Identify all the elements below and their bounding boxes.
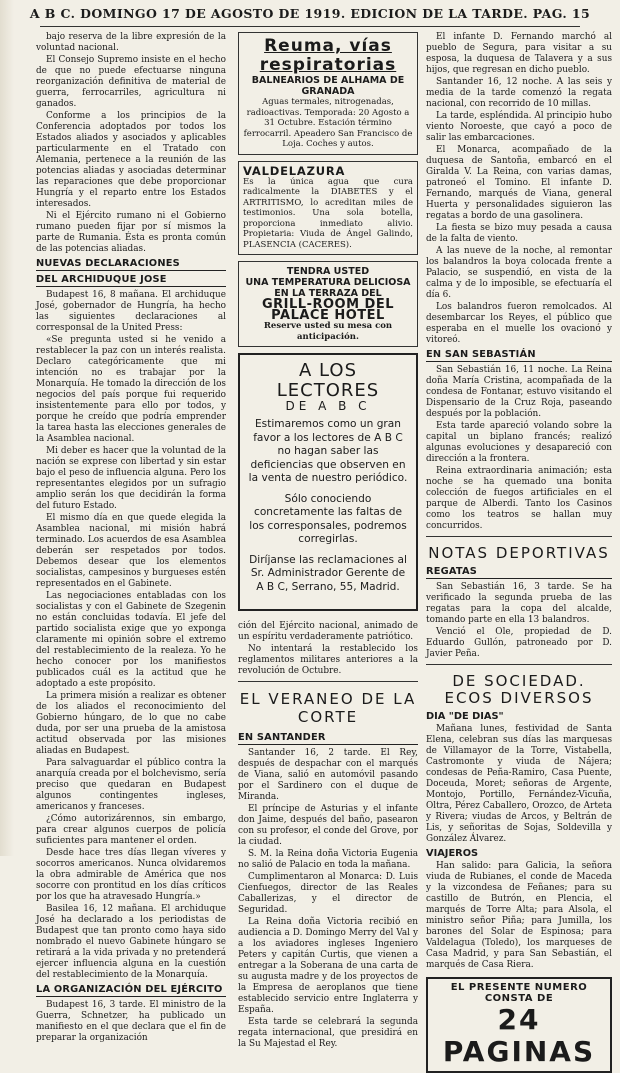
divider	[426, 536, 612, 537]
paragraph: Mi deber es hacer que la voluntad de la nación se exprese con libertad y sin estar bajo el peso de influencia alguna. Pero los representantes elegidos por un sufragio amplio serán los que decidirán la forma del futuro Estado.	[36, 446, 226, 511]
column-1	[36, 32, 226, 1045]
section-heading-regatas: REGATAS	[426, 566, 612, 579]
paragraph: Esta tarde apareció volando sobre la capital un biplano francés; realizó algunas evoluciones y desapareció con dirección a la frontera.	[426, 421, 612, 464]
paragraph: La primera misión a realizar es obtener de los aliados el reconocimiento del Gobierno húngaro, de lo que no cabe duda, por ser una prueba de la amistosa actitud observada por las misiones aliadas en Budapest.	[36, 691, 226, 756]
ad-grill-line3: EN LA TERRAZA DEL	[274, 288, 382, 299]
ad-grill-line1: TENDRA USTED	[286, 266, 370, 277]
paragraph: El Monarca, acompañado de la duquesa de Santoña, embarcó en el Giralda V. La Reina, con varias damas, patroneó el Tomino. El infante D. Fernando, marqués de Viana, general Huerta y personalidades siguieron las regatas a bordo de una gasolinera.	[426, 145, 612, 221]
paragraph: Conforme a los principios de la Conferencia adoptados por todos los Estados aliados y asociados y aplicables particularmente en el Tratado con Alemania, pertenece a la reunión de las potencias aliadas y asociadas determinar las reparaciones que debe proporcionar Hungría y el reparto entre los Estados interesados.	[36, 111, 226, 209]
paragraph: Budapest 16, 8 mañana. El archiduque José, gobernador de Hungría, ha hecho las siguientes declaraciones al corresponsal de la United Press:	[36, 290, 226, 333]
divider	[426, 664, 612, 665]
paragraph: Venció el Ole, propiedad de D. Eduardo Gullón, patroneado por D. Javier Peña.	[426, 627, 612, 659]
paragraph: Desde hace tres días llegan víveres y socorros americanos. Nunca olvidaremos la obra admirable de América que nos socorre con prontitud en los días críticos por los que ha atravesado Hungría.»	[36, 848, 226, 902]
paragraph: Basilea 16, 12 mañana. El archiduque José ha declarado a los periodistas de Budapest que tan pronto como haya sido nombrado el nuevo Gabinete húngaro se retirará a la vida privada y no pretenderá ejercer influencia alguna en la cuestión del restablecimiento de la Monarquía.	[36, 904, 226, 980]
paragraph: No intentará la restablecido los reglamentos militares anteriores a la revolución de Octubre.	[238, 644, 418, 676]
paragraph: Budapest 16, 3 tarde. El ministro de la Guerra, Schnetzer, ha publicado un manifiesto en el que declara que el fin de preparar la organización	[36, 1000, 226, 1043]
page-header: A B C. DOMINGO 17 DE AGOSTO DE 1919. EDICION DE LA TARDE. PAG. 15	[29, 6, 591, 21]
section-heading-sebastian: EN SAN SEBASTIÁN	[426, 349, 612, 362]
readers-notice-p3: Diríjanse las reclamaciones al Sr. Administrador Gerente de A B C, Serrano, 55, Madrid.	[249, 553, 407, 593]
section-heading-ejercito: LA ORGANIZACIÓN DEL EJÉRCITO	[36, 984, 226, 997]
paragraph: La fiesta se bizo muy pesada a causa de la falta de viento.	[426, 223, 612, 244]
paragraph: ción del Ejército nacional, animado de un espíritu verdaderamente patriótico.	[238, 621, 418, 642]
veraneo-title: EL VERANEO DE LA CORTE	[239, 690, 417, 726]
page-count-banner-number: 24 PAGINAS	[442, 1003, 596, 1068]
sociedad-title: DE SOCIEDAD. ECOS DIVERSOS	[444, 672, 594, 707]
section-heading-archiduque: DEL ARCHIDUQUE JOSE	[36, 274, 226, 287]
ad-reuma-headline: Reuma, vías respiratorias	[259, 36, 397, 75]
section-heading-dia: DIA "DE DIAS"	[426, 711, 504, 722]
paragraph: S. M. la Reina doña Victoria Eugenia no salió de Palacio en toda la mañana.	[238, 849, 418, 870]
page-fold-shadow	[0, 0, 14, 856]
ad-grill-line2: UNA TEMPERATURA DELICIOSA	[245, 277, 411, 288]
ad-grill-headline: GRILL-ROOM DEL PALACE HOTEL	[261, 297, 394, 323]
page-count-banner	[426, 977, 612, 1073]
paragraph: bajo reserva de la libre expresión de la voluntad nacional.	[36, 32, 226, 53]
header-rule	[40, 26, 580, 27]
deportivas-title: NOTAS DEPORTIVAS	[428, 544, 610, 562]
section-heading-viajeros: VIAJEROS	[426, 848, 479, 859]
section-heading-nuevas: NUEVAS DECLARACIONES	[36, 258, 226, 271]
paragraph: Los balandros fueron remolcados. Al desembarcar los Reyes, el público que esperaba en el muelle los ovacionó y vitoreó.	[426, 302, 612, 345]
readers-notice-p1: Estimaremos como un gran favor a los lectores de A B C no hagan saber las deficiencias que observen en la venta de nuestro periódico.	[248, 418, 408, 484]
ad-valdelazura	[238, 161, 418, 256]
ad-reuma-sub: BALNEARIOS DE ALHAMA DE GRANADA	[251, 75, 405, 97]
paragraph: El infante D. Fernando marchó al pueblo de Segura, para visitar a su esposa, la duquesa de Talavera y a sus hijos, que regresan en dicho pueblo.	[426, 32, 612, 75]
paragraph: La tarde, espléndida. Al principio hubo viento Noroeste, que cayó a poco de salir las embarcaciones.	[426, 111, 612, 143]
paragraph: El mismo día en que quede elegida la Asamblea nacional, mi misión habrá terminado. Los acuerdos de esa Asamblea deberán ser respetados por todos. Debemos desear que los elementos socialistas, campesinos y burgueses estén representados en el Gabinete.	[36, 513, 226, 589]
paragraph: ¿Cómo autorizárennos, sin embargo, para crear algunos cuerpos de policía suficientes para mantener el orden.	[36, 814, 226, 846]
paragraph: San Sebastián 16, 3 tarde. Se ha verificado la segunda prueba de las regatas para la copa del alcalde, tomando parte en ella 13 balandros.	[426, 582, 612, 625]
paragraph: El Consejo Supremo insiste en el hecho de que no puede efectuarse ninguna reorganización definitiva de material de guerra, ferrocarriles, agricultura ni ganados.	[36, 55, 226, 109]
column-3	[426, 32, 612, 1073]
readers-notice-title: A LOS LECTORES	[276, 360, 380, 401]
paragraph: Cumplimentaron al Monarca: D. Luis Cienfuegos, director de las Reales Caballerizas, y el director de Seguridad.	[238, 872, 418, 915]
divider	[238, 681, 418, 682]
paragraph: Santander 16, 2 tarde. El Rey, después de despachar con el marqués de Viana, salió en automóvil pasando por el Sardinero con el duque de Miranda.	[238, 748, 418, 802]
ad-reuma	[238, 32, 418, 155]
ad-grill-room	[238, 261, 418, 347]
paragraph: El príncipe de Asturias y el infante don Jaime, después del baño, pasearon con su profesor, el conde del Grove, por la ciudad.	[238, 804, 418, 847]
readers-notice-p2: Sólo conociendo concretamente las faltas de los corresponsales, podremos corregirlas.	[249, 492, 407, 545]
page-count-banner-label: EL PRESENTE NUMERO CONSTA DE	[450, 982, 588, 1004]
paragraph: «Se pregunta usted si he venido a restablecer la paz con un interés realista. Declaro categóricamente que mi intención no es trabajar por la Monarquía. He tomado la dirección de los negocios del país porque fui requerido insistentemente para ello por todos, y porque he creído que podría emprender la tarea hasta las elecciones generales de la Asamblea nacional.	[36, 335, 226, 444]
ad-reuma-text: Aguas termales, nitrogenadas, radioactivas. Temporada: 20 Agosto a 31 Octubre. Estación término ferrocarril. Apeadero San Francisco de Loja. Coches y autos.	[243, 97, 413, 149]
ad-valdelazura-headline: VALDELAZURA	[243, 163, 346, 178]
paragraph: A las nueve de la noche, al remontar los balandros la boya colocada frente a Palacio, se suspendió, en vista de la calma y de lo imposible, se efectuaría el día 6.	[426, 246, 612, 300]
paragraph: Esta tarde se celebrará la segunda regata internacional, que presidirá en la Su Majestad el Rey.	[238, 1017, 418, 1049]
paragraph: Santander 16, 12 noche. A las seis y media de la tarde comenzó la regata nacional, con recorrido de 10 millas.	[426, 77, 612, 109]
paragraph: San Sebastián 16, 11 noche. La Reina doña María Cristina, acompañada de la condesa de Fontanar, estuvo visitando el Dispensario de la Cruz Roja, paseando después por la población.	[426, 365, 612, 419]
paragraph: Las negociaciones entabladas con los socialistas y con el Gabinete de Szegenin no están concluidas todavía. El jefe del partido socialista exige que yo exponga claramente mi opinión sobre el extremo del restablecimiento de la realeza. Yo he hecho conocer por los manifiestos publicados cuál es la actitud que he adoptado a este propósito.	[36, 591, 226, 689]
section-heading-santander: EN SANTANDER	[238, 732, 418, 745]
paragraph: La Reina doña Victoria recibió en audiencia a D. Domingo Merry del Val y a los aviadores ingleses Ingeniero Peters y capitán Curtis, que vienen a entregar a la Soberana de una carta de su augusta madre y de los proyectos de la Empresa de aeroplanos que tiene establecido servicio entre Inglaterra y España.	[238, 917, 418, 1015]
paragraph: Ni el Ejército rumano ni el Gobierno rumano pueden fijar por sí mismos la parte de Rumania. Ésta es pronta común de las potencias aliadas.	[36, 211, 226, 254]
ad-grill-footer: Reserve usted su mesa con anticipación.	[263, 321, 393, 342]
ad-valdelazura-text: Es la única agua que cura radicalmente la DIABETES y el ARTRITISMO, lo acreditan miles de testimonios. Una sola botella, proporciona inmediato alivio. Propietaria: Viuda de Ángel Galindo, PLASENCIA (CACERES).	[243, 176, 413, 250]
paragraph: Han salido: para Galicia, la señora viuda de Rubianes, el conde de Maceda y la vizcondesa de Feñanes; para su castillo de Butrón, en Plencia, el marqués de Torre Alta; para Alsola, el ministro señor Piña; para Jumilla, los barones del Solar de Espinosa; para Valdelagua (Toledo), los marqueses de Casa Madrid, y para San Sebastián, el marqués de Casa Riera.	[426, 861, 612, 970]
paragraph: Mañana lunes, festividad de Santa Elena, celebran sus días las marquesas de Villamayor de la Torre, Vistabella, Castromonte y viuda de Nájera; condesas de Peña-Ramiro, Casa Puente, Doceuda, Moret; señoras de Argente, Montojo, Portillo, Fernández-Vicuña, Oltra, Pérez Caballero, Orozco, de Arteta y Rivera; viudas de Arcos, y Beltrán de Lis, y señoritas de Sojas, Soldevilla y González Álvarez.	[426, 724, 612, 844]
column-2	[238, 32, 418, 1051]
paragraph: Reina extraordinaria animación; esta noche se ha quemado una bonita colección de fuegos artificiales en el parque de Alberdi. Tanto los Casinos como los teatros se hallan muy concurridos.	[426, 466, 612, 531]
paragraph: Para salvaguardar el público contra la anarquía creada por el bolchevismo, sería preciso que quedaran en Budapest algunos contingentes ingleses, americanos y franceses.	[36, 758, 226, 812]
readers-notice-sub: DE A B C	[285, 399, 371, 413]
readers-notice	[238, 353, 418, 611]
